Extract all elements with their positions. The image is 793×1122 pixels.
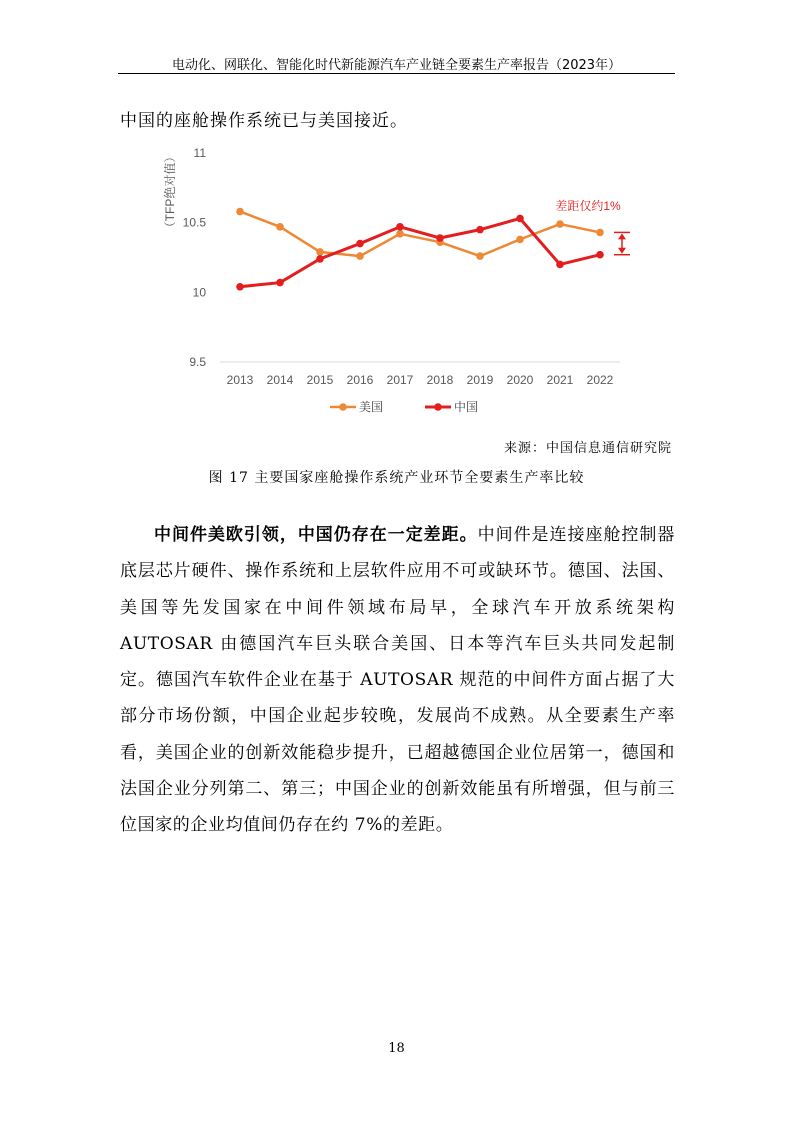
legend-item: [425, 399, 478, 414]
y-axis-label: （TFP绝对值）: [163, 150, 177, 234]
legend-swatch-marker: [434, 403, 442, 411]
x-tick-label: 2019: [466, 373, 494, 387]
data-point: [436, 234, 444, 242]
legend-label: 美国: [359, 400, 384, 414]
x-tick-label: 2014: [266, 373, 294, 387]
y-tick-label: 10.5: [182, 215, 206, 230]
header-rule: [118, 73, 675, 74]
data-point: [236, 208, 244, 216]
x-tick-label: 2022: [586, 373, 614, 387]
legend-label: 中国: [454, 400, 479, 414]
page-number: 18: [388, 1041, 405, 1056]
running-header: 电动化、网联化、智能化时代新能源汽车产业链全要素生产率报告（2023年）: [171, 58, 622, 73]
data-point: [276, 279, 284, 287]
tfp-line-chart: [150, 140, 650, 430]
y-tick-label: 9.5: [189, 355, 206, 369]
data-point: [276, 223, 284, 231]
paragraph-text: 中间件是连接座舱控制器底层芯片硬件、操作系统和上层软件应用不可或缺环节。德国、法国、美国等先发国家在中间件领域布局早，全球汽车开放系统架构AUTOSAR 由德国汽车巨头联合美国、日本等汽车巨头共同发起制定。德国汽车软件企业在基于 AUTOSAR 规范的中间件方面占据了大部分市场份额，中国企业起步较晚，发展尚不成熟。从全要素生产率看，美国企业的创新效能稳步提升，已超越德国企业位居第一，德国和法国企业分列第二、第三；中国企业的创新效能虽有所增强，但与前三位国家的企业均值间仍存在约 7%的差距。: [120, 525, 675, 836]
gap-arrow-down: [618, 248, 626, 254]
chart-source: 来源：中国信息通信研究院: [503, 441, 672, 456]
data-point: [596, 229, 604, 237]
x-axis-ticks: [227, 373, 614, 387]
data-point: [316, 255, 324, 263]
x-tick-label: 2013: [226, 373, 254, 387]
data-point: [356, 240, 364, 248]
x-tick-label: 2020: [506, 373, 534, 387]
legend-swatch-marker: [339, 403, 347, 411]
data-point: [516, 215, 524, 223]
data-point: [356, 252, 364, 260]
gap-arrow-up: [618, 233, 626, 239]
data-point: [476, 226, 484, 234]
data-point: [236, 283, 244, 291]
gap-marker: [614, 232, 630, 254]
chart-legend: [330, 399, 478, 414]
data-point: [396, 223, 404, 231]
x-tick-label: 2018: [426, 373, 454, 387]
x-tick-label: 2021: [546, 373, 574, 387]
y-axis-ticks: [183, 146, 207, 369]
data-point: [556, 220, 564, 228]
y-tick-label: 10: [192, 285, 206, 300]
gap-annotation: 差距仅约1%: [555, 199, 621, 213]
body-paragraph: [120, 517, 675, 844]
x-tick-label: 2017: [386, 373, 414, 387]
series-layer: [236, 208, 604, 291]
x-tick-label: 2016: [346, 373, 374, 387]
data-point: [596, 251, 604, 259]
data-point: [396, 230, 404, 238]
y-tick-label: 11: [193, 146, 206, 160]
x-tick-label: 2015: [306, 373, 334, 387]
figure-caption: 图 17 主要国家座舱操作系统产业环节全要素生产率比较: [208, 470, 585, 486]
intro-sentence: 中国的座舱操作系统已与美国接近。: [120, 111, 408, 131]
data-point: [516, 236, 524, 244]
series-china: [236, 215, 604, 291]
legend-item: [330, 400, 383, 414]
paragraph-lead: 中间件美欧引领，中国仍存在一定差距。: [154, 525, 478, 545]
data-point: [476, 252, 484, 260]
data-point: [556, 261, 564, 269]
data-point: [316, 248, 324, 256]
